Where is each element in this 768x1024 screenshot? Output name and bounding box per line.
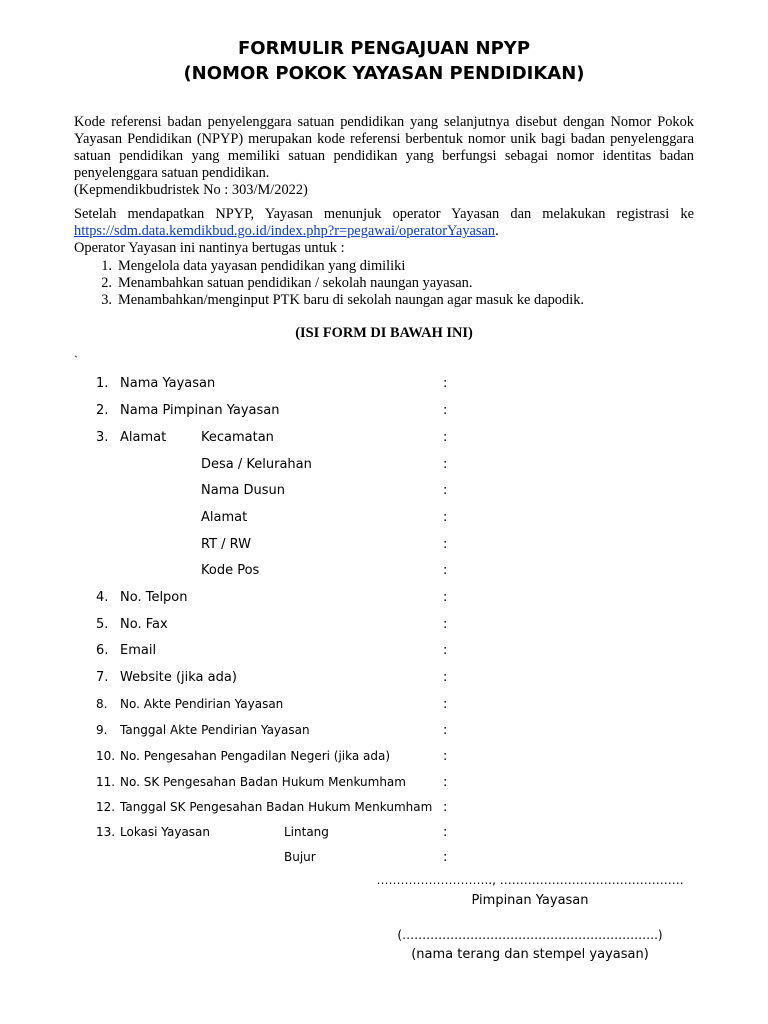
signature-name-note: (nama terang dan stempel yayasan) xyxy=(411,947,649,962)
field-label-no-sk: No. SK Pengesahan Badan Hukum Menkumham xyxy=(120,775,406,789)
field-number: 10. xyxy=(96,749,116,763)
field-colon: : xyxy=(443,749,448,764)
field-colon: : xyxy=(443,697,448,712)
field-number: 11. xyxy=(96,775,116,789)
document-title-line1: FORMULIR PENGAJUAN NPYP xyxy=(237,38,531,59)
signature-place-date: ……………………….., ………………………………………. xyxy=(376,873,684,887)
field-number: 2. xyxy=(96,403,109,418)
field-colon: : xyxy=(443,430,448,445)
field-colon: : xyxy=(443,617,448,632)
intro-text: Kode referensi badan penyelenggara satuan pendidikan yang selanjutnya disebut dengan Nomor Pokok Yayasan Pendidikan (NPYP) merupakan kode referensi berbentuk nomor unik bagi badan penyelenggara satuan pendidikan yang memiliki satuan pendidikan yang berfungsi sebagai nomor identitas badan penyelenggara satuan pendidikan. xyxy=(74,114,694,181)
field-label-tanggal-akte: Tanggal Akte Pendirian Yayasan xyxy=(120,723,310,737)
field-label-pengesahan-pn: No. Pengesahan Pengadilan Negeri (jika ada) xyxy=(120,749,391,763)
field-colon: : xyxy=(443,483,448,498)
document-title-line2: (NOMOR POKOK YAYASAN PENDIDIKAN) xyxy=(183,63,585,84)
field-colon: : xyxy=(443,850,448,865)
field-colon: : xyxy=(443,457,448,472)
field-sublabel-dusun: Nama Dusun xyxy=(201,483,285,498)
field-colon: : xyxy=(443,510,448,525)
field-label-nama-yayasan: Nama Yayasan xyxy=(120,376,216,391)
field-label-email: Email xyxy=(120,643,157,658)
field-colon: : xyxy=(443,563,448,578)
field-colon: : xyxy=(443,590,448,605)
field-sublabel-desa: Desa / Kelurahan xyxy=(201,457,312,472)
field-label-lokasi: Lokasi Yayasan xyxy=(120,825,211,839)
field-number: 6. xyxy=(96,643,109,658)
field-colon: : xyxy=(443,800,448,815)
field-sublabel-bujur: Bujur xyxy=(284,850,316,864)
field-colon: : xyxy=(443,403,448,418)
field-number: 9. xyxy=(96,723,108,737)
field-sublabel-kode-pos: Kode Pos xyxy=(201,563,260,578)
field-label-website: Website (jika ada) xyxy=(120,670,237,685)
list-item: 2. Menambahkan satuan pendidikan / sekolah naungan yayasan. xyxy=(101,275,473,291)
field-number: 13. xyxy=(96,825,116,839)
duties-list xyxy=(74,258,694,309)
field-number: 5. xyxy=(96,617,109,632)
field-number: 3. xyxy=(96,430,109,445)
instruction-text: Setelah mendapatkan NPYP, Yayasan menunjuk operator Yayasan dan melakukan registrasi ke xyxy=(74,206,694,222)
field-label-nama-pimpinan: Nama Pimpinan Yayasan xyxy=(120,403,280,418)
list-item: 1. Mengelola data yayasan pendidikan yang dimiliki xyxy=(101,258,406,274)
field-label-fax: No. Fax xyxy=(120,617,168,632)
duties-intro: Operator Yayasan ini nantinya bertugas untuk : xyxy=(74,240,345,256)
field-number: 12. xyxy=(96,800,116,814)
field-sublabel-alamat: Alamat xyxy=(201,510,248,525)
signature-name-line: (……………………………………………………….) xyxy=(397,928,663,942)
field-colon: : xyxy=(443,670,448,685)
field-number: 8. xyxy=(96,697,108,711)
field-colon: : xyxy=(443,376,448,391)
field-label-akte: No. Akte Pendirian Yayasan xyxy=(120,697,284,711)
field-colon: : xyxy=(443,537,448,552)
intro-paragraph xyxy=(74,114,694,199)
field-colon: : xyxy=(443,643,448,658)
form-heading: (ISI FORM DI BAWAH INI) xyxy=(295,325,473,341)
field-colon: : xyxy=(443,775,448,790)
field-number: 1. xyxy=(96,376,109,391)
stray-mark: ` xyxy=(74,353,78,367)
field-colon: : xyxy=(443,825,448,840)
signature-role: Pimpinan Yayasan xyxy=(471,893,589,908)
field-number: 4. xyxy=(96,590,109,605)
field-sublabel-rt-rw: RT / RW xyxy=(201,537,252,552)
field-colon: : xyxy=(443,723,448,738)
field-label-telpon: No. Telpon xyxy=(120,590,188,605)
field-sublabel-kecamatan: Kecamatan xyxy=(201,430,274,445)
field-number: 7. xyxy=(96,670,109,685)
list-item: 3. Menambahkan/menginput PTK baru di sekolah naungan agar masuk ke dapodik. xyxy=(101,292,584,308)
field-label-alamat: Alamat xyxy=(120,430,167,445)
field-label-tanggal-sk: Tanggal SK Pengesahan Badan Hukum Menkumham xyxy=(120,800,433,814)
field-sublabel-lintang: Lintang xyxy=(284,825,329,839)
operator-registration-link[interactable]: https://sdm.data.kemdikbud.go.id/index.php?r=pegawai/operatorYayasan xyxy=(74,223,496,239)
intro-reference: (Kepmendikbudristek No : 303/M/2022) xyxy=(74,182,308,198)
instruction-paragraph: Setelah mendapatkan NPYP, Yayasan menunjuk operator Yayasan dan melakukan registrasi ke https://sdm.data.kemdikbud.go.id/index.php?r=pegawai/operatorYayasan. Operator Yayasan ini nantinya bertugas untuk : xyxy=(74,206,694,256)
